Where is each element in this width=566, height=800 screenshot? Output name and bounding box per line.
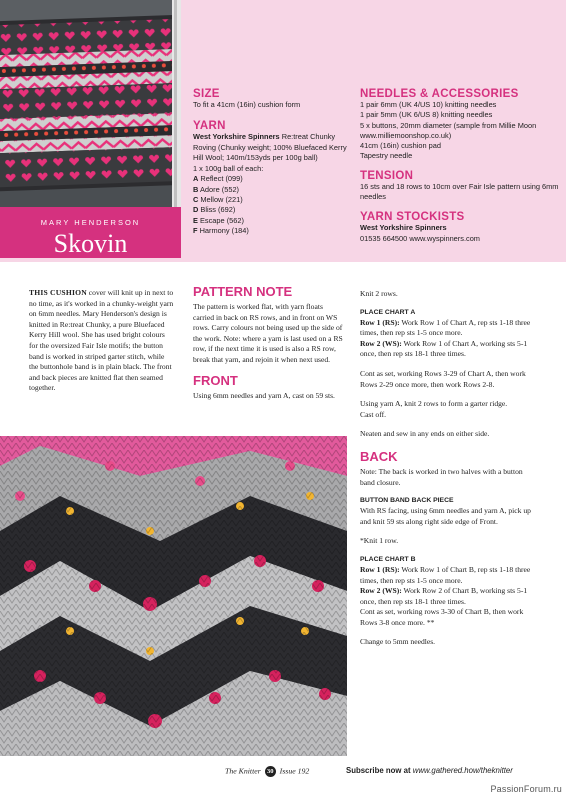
subscribe-link[interactable]: www.gathered.how/theknitter [412,766,513,775]
intro-text: cover will knit up in next to no time, as it's worked in a chunky-weight yarn on 6mm needles. Mary Henderson's design is knitted in Re:treat Chunky, a pure Bluefaced Kerry Hill wool. She has used bright colours for the oversized Fair Isle motifs; the button band is worked in striped garter stitch, while the buttonhole band is in plain black. The front and back pieces are knitted flat then seamed together. [29,288,174,393]
button-band-text: With RS facing, using 6mm needles and yarn A, pick up and knit 59 sts along right side edge of Front. [360,506,531,526]
size-heading: SIZE [193,88,220,100]
tension-heading: TENSION [360,169,414,182]
chart-b-heading: PLACE CHART B [360,555,416,563]
yarn-brand: West Yorkshire Spinners [193,132,280,142]
needles-heading: NEEDLES & ACCESSORIES [360,88,519,100]
needles-column [360,88,560,244]
stockists-heading: YARN STOCKISTS [360,211,465,224]
needles-line: 1 pair 6mm (UK 4/US 10) knitting needles [360,100,497,109]
button-band-heading: BUTTON BAND BACK PIECE [360,497,454,505]
change-needles-text: Change to 5mm needles. [360,637,436,647]
page-number: 30 [265,766,276,777]
watermark-text: PassionForum.ru [490,784,562,794]
needles-line: 1 pair 5mm (UK 6/US 8) knitting needles [360,110,493,120]
colour-item: E Escape (562) [193,215,244,225]
pattern-note-column [193,284,343,401]
knit-closeup-photo [0,436,347,756]
page-footer [0,766,566,780]
pattern-note-heading: PATTERN NOTE [193,284,293,299]
footer-magazine [225,766,309,777]
needles-line: 5 x buttons, 20mm diameter (sample from Millie Moon www.milliemoonshop.co.uk) [360,120,537,140]
knit-1-row: *Knit 1 row. [360,536,399,546]
designer-name: MARY HENDERSON [40,218,141,227]
pattern-note-text: The pattern is worked flat, with yarn floats carried in back on RS rows, and in front on WS rows. Carry colours not being used up the side of the work. Note: where a yarn is last used on a RS row, if the next time it is used is also a RS row, break that yarn, and rejoin it when next used. [193,302,343,364]
colour-list [193,174,353,236]
yarn-quantity: 1 x 100g ball of each: [193,164,264,174]
intro-paragraph [29,288,175,394]
chart-b-row-2: Row 2 (WS): Work Row 2 of Chart B, working sts 5-1 once, then rep sts 18-1 three times. [360,586,528,606]
chart-a-row-1: Row 1 (RS): Work Row 1 of Chart A, rep sts 1-18 three times, then rep sts 1-5 once more. [360,317,531,338]
cushion-photo [0,0,181,207]
back-heading: BACK [360,448,398,464]
size-text: To fit a 41cm (16in) cushion form [193,100,301,109]
chart-b-row-1: Row 1 (RS): Work Row 1 of Chart B, rep sts 1-18 three times, then rep sts 1-5 once more. [360,564,531,585]
subscribe-label: Subscribe now at [346,766,411,775]
pattern-title: Skovin [53,229,128,258]
title-block [0,207,181,262]
header-bottom-edge [0,258,566,262]
front-text: Using 6mm needles and yarn A, cast on 59 sts. [193,390,335,400]
back-note: Note: The back is worked in two halves with a button band closure. [360,466,523,487]
yarn-details: Re:treat Chunky Roving (Chunky weight; 100% Bluefaced Kerry Hill Wool; 140m/153yds per 100g ball) [193,132,347,162]
chart-a-row-2: Row 2 (WS): Work Row 1 of Chart A, working sts 5-1 once, then rep sts 18-1 three times. [360,338,528,359]
cast-off-text: Cast off. [360,409,387,419]
needles-line: Tapestry needle [360,151,413,161]
intro-lead: THIS CUSHION [29,288,87,297]
yarn-heading: YARN [193,120,226,133]
colour-item: F Harmony (184) [193,225,249,235]
colour-item: B Adore (552) [193,184,240,194]
chart-a-continue: Cont as set, working Rows 3-29 of Chart A, then work Rows 2-29 once more, then work Rows 2-8. [360,368,526,389]
front-heading: FRONT [193,372,238,388]
colour-item: D Bliss (692) [193,205,236,215]
issue-number: Issue 192 [279,766,310,776]
chart-a-heading: PLACE CHART A [360,308,416,316]
footer-subscribe [346,766,513,775]
size-yarn-column [193,88,353,236]
stockist-name: West Yorkshire Spinners [360,223,447,233]
knit-2-rows: Knit 2 rows. [360,289,398,298]
colour-item: A Reflect (099) [193,174,243,184]
colour-item: C Mellow (221) [193,195,243,205]
stockist-contact: 01535 664500 www.wyspinners.com [360,233,480,243]
chart-b-continue: Cont as set, working rows 3-30 of Chart B, then work Rows 3-8 once more. ** [360,607,524,627]
instructions-column [360,289,535,648]
garter-ridge-text: Using yarn A, knit 2 rows to form a garter ridge. [360,399,508,409]
yarn-description [193,132,353,163]
magazine-name: The Knitter [225,766,261,776]
tension-text: 16 sts and 18 rows to 10cm over Fair Isle pattern using 6mm needles [360,181,559,202]
neaten-text: Neaten and sew in any ends on either side. [360,429,490,439]
needles-line: 41cm (16in) cushion pad [360,141,441,151]
